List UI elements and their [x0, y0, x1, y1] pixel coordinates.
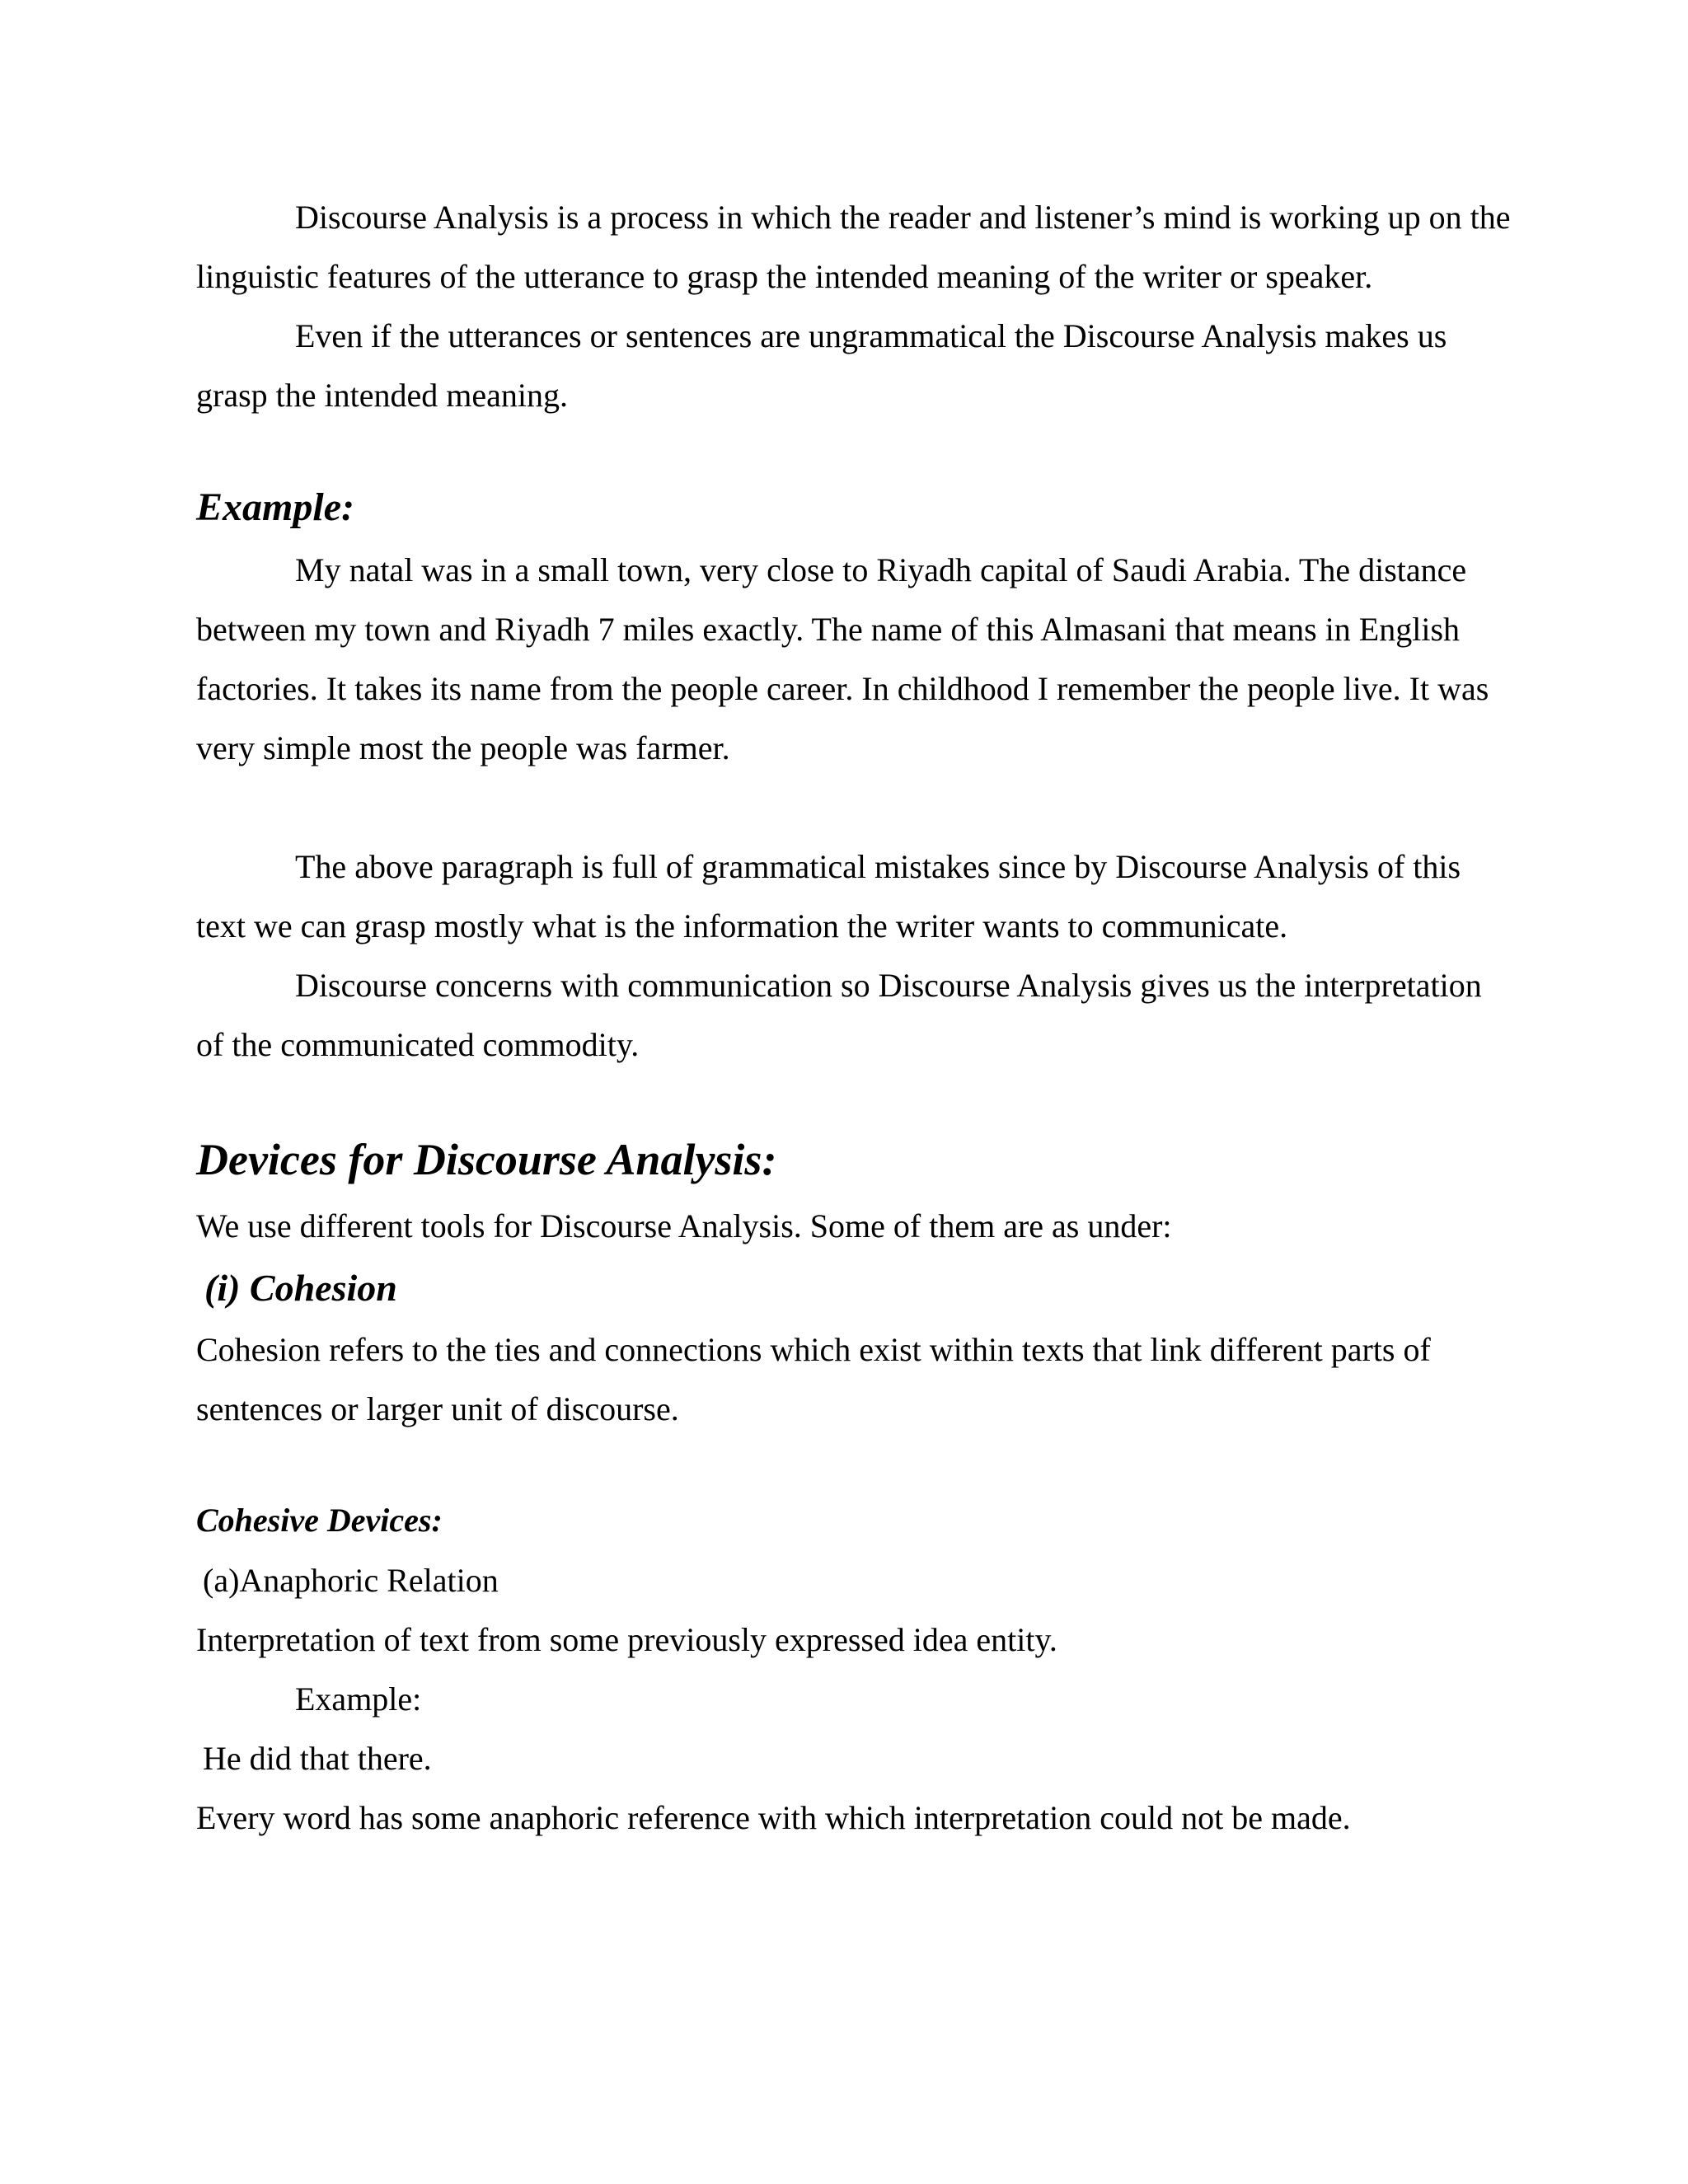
- spacer: [196, 778, 1515, 837]
- example-paragraph: My natal was in a small town, very close to Riyadh capital of Saudi Arabia. The distance between my town and Riyadh 7 miles exactly. The name of this Almasani that means in English factories. It takes its name from the people career. In childhood I remember the people live. It was very simple most the people was farmer.: [196, 551, 1489, 766]
- analysis-paragraph-1: The above paragraph is full of grammatical mistakes since by Discourse Analysis of this text we can grasp mostly what is the information the writer wants to communicate.: [196, 848, 1461, 944]
- document-page: [196, 188, 1515, 1848]
- anaphoric-relation-item: (a)Anaphoric Relation: [203, 1562, 499, 1599]
- anaphoric-definition: Interpretation of text from some previously expressed idea entity.: [196, 1621, 1057, 1658]
- example-heading: Example:: [196, 485, 354, 529]
- cohesion-heading: (i) Cohesion: [204, 1267, 397, 1309]
- devices-intro: We use different tools for Discourse Analysis. Some of them are as under:: [196, 1207, 1172, 1244]
- analysis-paragraph-2: Discourse concerns with communication so Discourse Analysis gives us the interpretation of the communicated commodity.: [196, 967, 1482, 1063]
- example-label: Example:: [295, 1680, 422, 1718]
- cohesive-devices-heading: Cohesive Devices:: [196, 1502, 443, 1539]
- devices-heading: Devices for Discourse Analysis:: [196, 1135, 777, 1184]
- cohesion-paragraph: Cohesion refers to the ties and connections which exist within texts that link different parts of sentences or larger unit of discourse.: [196, 1331, 1431, 1427]
- example-sentence: He did that there.: [203, 1740, 432, 1777]
- anaphoric-note: Every word has some anaphoric reference with which interpretation could not be made.: [196, 1799, 1351, 1836]
- intro-paragraph-2: Even if the utterances or sentences are ungrammatical the Discourse Analysis makes us grasp the intended meaning.: [196, 317, 1447, 414]
- intro-paragraph-1: Discourse Analysis is a process in which the reader and listener’s mind is working up on the linguistic features of the utterance to grasp the intended meaning of the writer or speaker.: [196, 199, 1511, 295]
